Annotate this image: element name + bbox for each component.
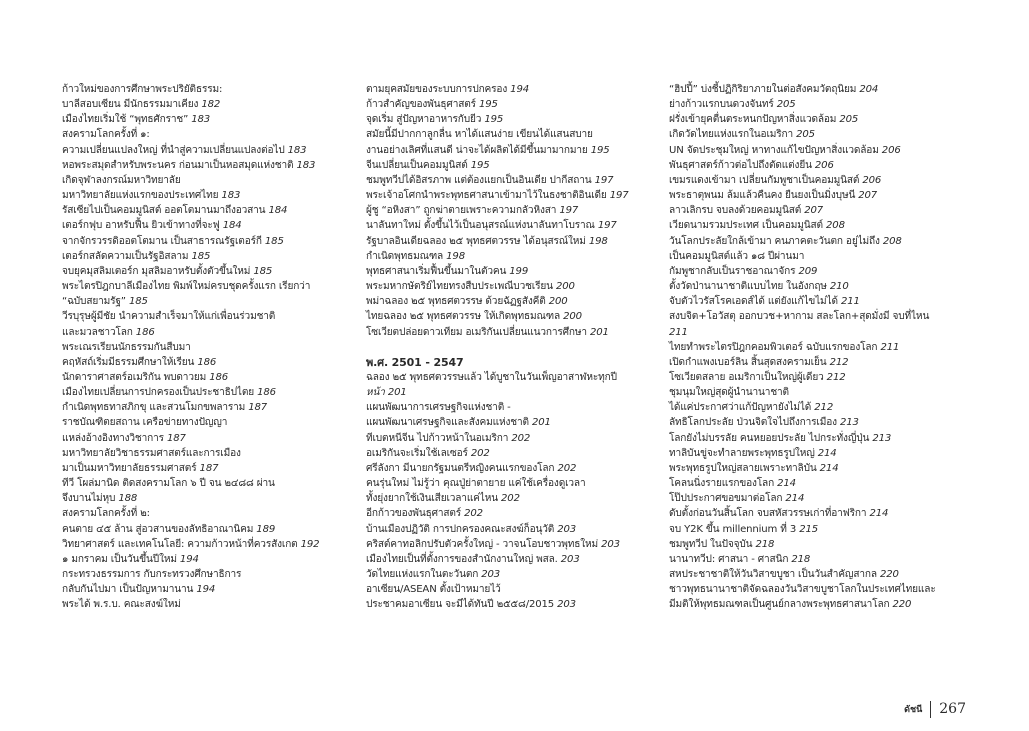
index-entry bbox=[62, 597, 356, 612]
index-entry bbox=[62, 340, 356, 355]
index-entry bbox=[366, 431, 657, 446]
index-page-number: 186 bbox=[209, 371, 229, 383]
index-entry-text: นานาทวีป: ศาสนา - ศาสนิก bbox=[669, 553, 789, 565]
index-entry bbox=[366, 294, 657, 309]
index-page-number: 197 bbox=[609, 190, 629, 202]
index-entry bbox=[62, 112, 356, 127]
index-entry-text: จุดเริ่ม สู่ปัญหาอาหารกับยีว bbox=[366, 114, 482, 126]
index-page-number: 214 bbox=[869, 508, 889, 520]
index-page-number: 183 bbox=[191, 114, 211, 126]
index-entry bbox=[62, 158, 356, 173]
index-entry bbox=[669, 127, 969, 142]
index-entry bbox=[62, 234, 356, 249]
index-entry bbox=[62, 188, 356, 203]
index-entry-text: อเมริกันจะเริ่มใช้เลเซอร์ bbox=[366, 447, 468, 459]
index-entry-text: เกิดวัดไทยแห่งแรกในอเมริกา bbox=[669, 129, 794, 141]
index-page-number: 203 bbox=[601, 538, 620, 550]
index-entry-text: กัมพูชากลับเป็นราชอาณาจักร bbox=[669, 265, 796, 277]
index-entry bbox=[366, 537, 657, 552]
index-page-number: 202 bbox=[470, 447, 490, 459]
index-entry bbox=[366, 97, 657, 112]
index-entry bbox=[366, 370, 657, 385]
index-entry-text: อีกก้าวของพันธุศาสตร์ bbox=[366, 508, 462, 520]
index-page-number: 205 bbox=[796, 129, 815, 141]
index-page-number: 207 bbox=[858, 190, 878, 202]
index-entry-text: จบยุคมุสลิมเตอร์ก มุสลิมอาหรับตั้งตัวขึ้นใหม่ bbox=[62, 265, 251, 277]
index-entry-text: ก้าวใหม่ของการศึกษาพระปริยัติธรรม: bbox=[62, 84, 223, 95]
index-entry-text: เป็นคอมมูนิสต์แล้ว ๑๘ ปีผ่านมา bbox=[669, 250, 805, 262]
index-entry bbox=[62, 279, 356, 294]
index-page-number: 187 bbox=[199, 462, 219, 474]
index-entry-text: สงครามโลกครั้งที่ ๑: bbox=[62, 129, 150, 141]
index-entry bbox=[366, 203, 657, 218]
index-entry bbox=[366, 522, 657, 537]
index-column-1 bbox=[62, 82, 356, 612]
index-entry bbox=[669, 264, 969, 279]
index-entry-text: พระไตรปิฎกบาลีเมืองไทย พิมพ์ใหม่ครบชุดครั้งแรก เรียกว่า bbox=[62, 281, 311, 293]
index-entry bbox=[669, 415, 969, 430]
index-page-number: 205 bbox=[776, 99, 796, 111]
index-entry-text: บ้านเมืองปฏิวัติ การปกครองคณะสงฆ์ก็อนุวัติ bbox=[366, 523, 555, 535]
index-page-number: 203 bbox=[557, 599, 576, 611]
index-entry bbox=[669, 431, 969, 446]
index-entry-text: จบ Y2K ขึ้น millennium ที่ 3 bbox=[669, 523, 797, 535]
index-page-number: 192 bbox=[300, 538, 320, 550]
index-column-2-part-2 bbox=[366, 370, 657, 613]
index-entry bbox=[62, 294, 356, 309]
index-entry bbox=[669, 522, 969, 537]
index-entry bbox=[366, 567, 657, 582]
index-page-number: 211 bbox=[840, 296, 860, 308]
index-entry-text: โซเวียตสลาย อเมริกาเป็นใหญ่ผู้เดียว bbox=[669, 371, 824, 383]
index-entry-text: ตั้งวัดป่านานาชาติแบบไทย ในอังกฤษ bbox=[669, 281, 827, 293]
index-entry bbox=[669, 552, 969, 567]
index-column-3 bbox=[669, 82, 969, 612]
index-entry bbox=[62, 537, 356, 552]
index-entry bbox=[669, 597, 969, 612]
index-entry-text: โคลนนิ่งรายแรกของโลก bbox=[669, 478, 775, 490]
footer-divider bbox=[930, 701, 931, 718]
index-entry bbox=[669, 537, 969, 552]
index-entry-text: ลัทธิโลกประลัย ป่วนจิตใจไปถึงการเมือง bbox=[669, 417, 837, 429]
index-entry-text: และมวลชาวโลก bbox=[62, 326, 133, 338]
index-entry-text: วีรบุรุษผู้มีชัย นำความสำเร็จมาให้แก่เพื่อนร่วมชาติ bbox=[62, 311, 276, 323]
index-entry bbox=[669, 143, 969, 158]
index-entry bbox=[669, 446, 969, 461]
index-entry bbox=[669, 188, 969, 203]
index-page-number: 186 bbox=[257, 387, 276, 399]
index-page-number: 214 bbox=[785, 493, 805, 505]
index-entry bbox=[669, 582, 969, 597]
index-entry-text: คนตาย ๔๕ ล้าน สู่อวสานของลัทธิอาณานิคม bbox=[62, 523, 254, 535]
index-entry bbox=[366, 127, 657, 142]
index-page-number: 197 bbox=[594, 174, 614, 186]
index-entry bbox=[669, 82, 969, 97]
index-entry-text: ทาลิบันขู่จะทำลายพระพุทธรูปใหญ่ bbox=[669, 447, 815, 459]
index-page-number: 200 bbox=[548, 296, 568, 308]
index-entry-text: เมืองไทยเริ่มใช้ “พุทธศักราช” bbox=[62, 114, 189, 126]
index-entry-text: ทีวี โผล่มานิด ติดสงครามโลก ๖ ปี จน ๒๔๘๘ ผ่าน bbox=[62, 478, 275, 490]
index-entry bbox=[366, 112, 657, 127]
index-entry-text: นาลันทาใหม่ ตั้งขึ้นไว้เป็นอนุสรณ์แห่งนาลันทาโบราณ bbox=[366, 220, 595, 232]
index-entry-text: โซเวียตปล่อยดาวเทียม อเมริกันเปลี่ยนแนวการศึกษา bbox=[366, 326, 587, 338]
index-page-number: 185 bbox=[253, 265, 273, 277]
index-entry bbox=[669, 218, 969, 233]
index-page-number: 202 bbox=[464, 508, 483, 520]
index-entry-text: กำเนิดพุทธมณฑล bbox=[366, 250, 444, 262]
index-page-number: 206 bbox=[862, 174, 882, 186]
index-entry bbox=[62, 567, 356, 582]
index-entry bbox=[366, 188, 657, 203]
index-page-number: 214 bbox=[777, 478, 796, 490]
index-entry-text: พันธุศาสตร์ก้าวต่อไปถึงตัดแต่งยีน bbox=[669, 159, 812, 171]
index-entry-text: ดับตั้งก่อนวันสิ้นโลก จบสหัสวรรษเก่าที่อาฟริกา bbox=[669, 508, 867, 520]
index-page-number: 185 bbox=[191, 250, 211, 262]
index-entry bbox=[669, 203, 969, 218]
index-page-number: 202 bbox=[557, 462, 577, 474]
index-page-number: 203 bbox=[557, 523, 577, 535]
index-entry-text: เวียดนามรวมประเทศ เป็นคอมมูนิสต์ bbox=[669, 220, 823, 232]
index-entry-text: ศรีลังกา มีนายกรัฐมนตรีหญิงคนแรกของโลก bbox=[366, 462, 555, 474]
index-page-number: 202 bbox=[511, 432, 531, 444]
index-entry bbox=[669, 385, 969, 400]
index-entry bbox=[366, 264, 657, 279]
index-entry-text: “ฉบับสยามรัฐ” bbox=[62, 296, 126, 308]
index-entry-text: สงบจิต+โอวัสตุ ออกบวช+หากาม สละโลก+สุดมั่งมี จบที่ไหน bbox=[669, 311, 930, 323]
index-entry bbox=[366, 582, 657, 597]
index-entry bbox=[669, 309, 969, 324]
index-page-number: 206 bbox=[881, 144, 901, 156]
index-entry-text: ทั้งยุ่งยากใช้เงินเสียเวลาแค่ไหน bbox=[366, 493, 498, 505]
index-entry-text: ฉลอง ๒๕ พุทธศตวรรษแล้ว ได้บูชาในวันเพ็ญอาสาฬหะทุกปี bbox=[366, 371, 617, 383]
index-entry-text: วิทยาศาสตร์ และเทคโนโลยี: ความก้าวหน้าที่ควรสังเกต bbox=[62, 538, 298, 550]
index-entry bbox=[366, 218, 657, 233]
index-entry bbox=[366, 491, 657, 506]
index-entry-text: เปิดกำแพงเบอร์ลิน สิ้นสุดสงครามเย็น bbox=[669, 356, 827, 368]
index-entry-text: แหล่งอ้างอิงทางวิชาการ bbox=[62, 432, 164, 444]
index-entry-text: ฝรั่งเข้ายุคตื่นตระหนกปัญหาสิ่งแวดล้อม bbox=[669, 114, 837, 126]
index-page-number: 203 bbox=[481, 568, 501, 580]
index-entry-text: ความเปลี่ยนแปลงใหญ่ ที่นำสู่ความเปลี่ยนแปลงต่อไป bbox=[62, 144, 285, 156]
index-entry-text: พม่าฉลอง ๒๕ พุทธศตวรรษ ด้วยฉัฏฐสังคีติ bbox=[366, 296, 546, 308]
index-entry bbox=[62, 446, 356, 461]
page-number: 267 bbox=[939, 701, 966, 717]
index-entry-text: จากจักรวรรดิออตโตมาน เป็นสาธารณรัฐเตอร์กี bbox=[62, 235, 262, 247]
index-entry bbox=[62, 582, 356, 597]
index-entry-text: กำเนิดพุทธทาสภิกขุ และสวนโมกขพลาราม bbox=[62, 402, 246, 414]
index-entry-text: “ฮิปปี้” บ่งชี้ปฏิกิริยาภายในต่อสังคมวัตถุนิยม bbox=[669, 84, 857, 95]
index-entry-text: ประชาคมอาเซียน จะมีได้ทันปี ๒๕๕๘/2015 bbox=[366, 599, 555, 611]
index-page-number: 215 bbox=[799, 523, 819, 535]
index-entry bbox=[669, 158, 969, 173]
index-entry-text: กระทรวงธรรมการ กับกระทรวงศึกษาธิการ bbox=[62, 569, 242, 580]
index-entry-text: จึงบานไม่หุบ bbox=[62, 493, 116, 505]
index-page-number: 212 bbox=[814, 402, 834, 414]
index-entry-text: พระมหากษัตริย์ไทยทรงสืบประเพณีบวชเรียน bbox=[366, 281, 553, 293]
index-entry bbox=[366, 234, 657, 249]
index-entry-text: มีมติให้พุทธมณฑลเป็นศูนย์กลางพระพุทธศาสนาโลก bbox=[669, 599, 890, 611]
index-entry-text: สงครามโลกครั้งที่ ๒: bbox=[62, 508, 150, 520]
index-entry-text: นักดาราศาสตร์อเมริกัน พบดาวยม bbox=[62, 371, 207, 383]
index-entry-text: กลับกันไปมา เป็นปัญหามานาน bbox=[62, 584, 194, 596]
index-entry-text: หอพระสมุดสำหรับพระนคร ก่อนมาเป็นหอสมุดแห่งชาติ bbox=[62, 159, 294, 171]
index-entry bbox=[366, 309, 657, 324]
index-entry-text: ย่างก้าวแรกบนดวงจันทร์ bbox=[669, 99, 774, 111]
index-entry-text: คฤหัสถ์เริ่มมีธรรมศึกษาให้เรียน bbox=[62, 356, 195, 368]
index-entry bbox=[62, 309, 356, 324]
index-entry bbox=[669, 476, 969, 491]
index-page-number: 195 bbox=[470, 159, 490, 171]
index-page-number: 208 bbox=[826, 220, 845, 232]
index-entry-text: เกิดจุฬาลงกรณ์มหาวิทยาลัย bbox=[62, 174, 181, 186]
index-entry bbox=[62, 203, 356, 218]
index-page-number: 202 bbox=[501, 493, 520, 505]
index-entry-text: เตอร์กฟุบ อาหรับฟื้น ยิวเข้าทางที่จะฟู bbox=[62, 220, 220, 232]
index-page-number: 208 bbox=[882, 235, 902, 247]
index-entry-text: เมืองไทยเป็นที่ตั้งการของสำนักงานใหญ่ พสล. bbox=[366, 553, 558, 565]
index-entry bbox=[669, 491, 969, 506]
index-page-number: 188 bbox=[118, 493, 138, 505]
index-entry-text: ราชบัณฑิตยสถาน เครือข่ายทางปัญญา bbox=[62, 417, 228, 429]
index-page-number: 201 bbox=[589, 326, 609, 338]
index-entry-text: พระเจ้าอโศกนำพระพุทธศาสนาเข้ามาไว้ในธงชาติอินเดีย bbox=[366, 190, 607, 202]
index-entry-text: ไทยฉลอง ๒๕ พุทธศตวรรษ ให้เกิดพุทธมณฑล bbox=[366, 311, 561, 323]
index-page-number: 195 bbox=[590, 144, 610, 156]
index-entry-text: สมัยนี้มีปากกาลูกลื่น หาได้แสนง่าย เขียนได้แสนสบาย bbox=[366, 129, 593, 141]
index-page-number: 214 bbox=[819, 462, 839, 474]
index-entry bbox=[366, 158, 657, 173]
index-page-number: 194 bbox=[196, 584, 216, 596]
section-heading: พ.ศ. 2501 - 2547 bbox=[366, 355, 464, 369]
index-entry bbox=[366, 143, 657, 158]
index-entry-text: มาเป็นมหาวิทยาลัยธรรมศาสตร์ bbox=[62, 462, 197, 474]
index-page-number: 211 bbox=[880, 341, 900, 353]
index-page-number: 210 bbox=[829, 281, 849, 293]
index-entry-text: เตอร์กสลัดความเป็นรัฐอิสลาม bbox=[62, 250, 189, 262]
index-entry bbox=[366, 446, 657, 461]
index-entry-text: โลกยังไม่บรรลัย คนหยอยประลัย ไปกระทั่งญี่ปุ่น bbox=[669, 432, 870, 444]
index-entry bbox=[62, 264, 356, 279]
index-entry bbox=[669, 567, 969, 582]
index-page-number: 189 bbox=[256, 523, 276, 535]
index-entry-text: ได้แค่ประกาศว่าแก้ปัญหายังไม่ได้ bbox=[669, 402, 812, 414]
index-entry bbox=[669, 234, 969, 249]
index-entry bbox=[62, 400, 356, 415]
index-entry-text: ทีเบตหนีจีน ไปก้าวหน้าในอเมริกา bbox=[366, 432, 509, 444]
index-entry-text: ชาวพุทธนานาชาติจัดฉลองวันวิสาขบูชาโลกในประเทศไทยและ bbox=[669, 584, 936, 596]
index-entry-text: เมืองไทยเปลี่ยนการปกครองเป็นประชาธิปไตย bbox=[62, 387, 255, 399]
index-entry-text: มหาวิทยาลัยแห่งแรกของประเทศไทย bbox=[62, 190, 219, 202]
index-entry bbox=[669, 112, 969, 127]
index-entry bbox=[669, 370, 969, 385]
index-entry bbox=[62, 461, 356, 476]
index-page-number: 209 bbox=[798, 265, 818, 277]
index-entry bbox=[62, 82, 356, 97]
index-page-number: 185 bbox=[264, 235, 284, 247]
index-entry-text: มหาวิทยาลัยวิชาธรรมศาสตร์และการเมือง bbox=[62, 447, 241, 459]
index-entry bbox=[669, 461, 969, 476]
index-entry-text: งานอย่างเลิศที่แสนดี น่าจะได้ผลิตได้มีขึ้นมามากมาย bbox=[366, 144, 588, 156]
index-entry-text: จับตัวไวรัสโรคเอดส์ได้ แต่ยังแก้ไขไม่ได้ bbox=[669, 296, 838, 308]
index-entry bbox=[62, 218, 356, 233]
index-entry bbox=[62, 249, 356, 264]
index-page-number: 195 bbox=[478, 99, 498, 111]
index-page-number: 218 bbox=[791, 553, 811, 565]
index-entry-text: ไทยทำพระไตรปิฎกคอมพิวเตอร์ ฉบับแรกของโลก bbox=[669, 341, 878, 353]
footer-label: ดัชนี bbox=[904, 705, 923, 715]
index-column-2 bbox=[366, 82, 657, 612]
index-page-number: 195 bbox=[484, 114, 504, 126]
index-entry-text: UN จัดประชุมใหญ่ หาทางแก้ไขปัญหาสิ่งแวดล้อม bbox=[669, 144, 879, 156]
index-entry bbox=[366, 82, 657, 97]
index-entry bbox=[366, 461, 657, 476]
index-page-number: 184 bbox=[268, 205, 288, 217]
index-entry-text: รัสเซียไปเป็นคอมมูนิสต์ ออตโตมานมาถึงอวสาน bbox=[62, 205, 266, 217]
index-entry bbox=[62, 431, 356, 446]
index-entry bbox=[366, 415, 657, 430]
index-page-number: 220 bbox=[892, 599, 912, 611]
index-entry bbox=[62, 522, 356, 537]
index-entry-text: ผู้ชู “อหิงสา” ถูกฆ่าตายเพราะความกลัวหิงสา bbox=[366, 205, 557, 217]
index-entry-text: วัดไทยแห่งแรกในตะวันตก bbox=[366, 568, 479, 580]
index-entry-text: ชมพูทวีป ในปัจจุบัน bbox=[669, 538, 753, 550]
index-entry-text: ลาวเลิกรบ จบลงด้วยคอมมูนิสต์ bbox=[669, 205, 802, 217]
index-entry-text: ก้าวสำคัญของพันธุศาสตร์ bbox=[366, 99, 476, 111]
index-entry bbox=[366, 385, 657, 400]
index-page-number: 212 bbox=[826, 371, 846, 383]
index-entry-text: โป๊ปประกาศขอขมาต่อโลก bbox=[669, 493, 783, 505]
index-page-number: 218 bbox=[755, 538, 775, 550]
index-entry bbox=[669, 325, 969, 340]
index-entry-text: พุทธศาสนาเริ่มฟื้นขึ้นมาในตัวคน bbox=[366, 265, 507, 277]
index-entry-text: พระพุทธรูปใหญ่สลายเพราะทาลิบัน bbox=[669, 462, 817, 474]
index-page-number: 207 bbox=[804, 205, 824, 217]
page-footer bbox=[904, 700, 966, 718]
index-entry bbox=[669, 340, 969, 355]
index-entry-text: ชมพูทวีปได้อิสรภาพ แต่ต้องแยกเป็นอินเดีย ปากีสถาน bbox=[366, 174, 592, 186]
index-page-number: 185 bbox=[128, 296, 148, 308]
index-entry bbox=[366, 506, 657, 521]
index-entry bbox=[669, 355, 969, 370]
index-page-number: 186 bbox=[197, 356, 217, 368]
index-entry bbox=[669, 97, 969, 112]
index-page-number: 187 bbox=[166, 432, 186, 444]
index-entry bbox=[62, 370, 356, 385]
index-entry bbox=[366, 476, 657, 491]
index-page-number: 203 bbox=[560, 553, 580, 565]
index-entry-text: บาลีสอบเซียน มีนักธรรมมาเคียง bbox=[62, 99, 199, 111]
index-entry bbox=[366, 552, 657, 567]
index-page-number: 220 bbox=[879, 569, 899, 580]
index-entry-text: ชุมนุมใหญ่สุดผู้นำนานาชาติ bbox=[669, 387, 789, 399]
index-page-number: 206 bbox=[814, 159, 834, 171]
index-page-number: 213 bbox=[839, 417, 859, 429]
index-entry-text: หน้า 201 bbox=[366, 387, 407, 399]
index-page-number: 200 bbox=[555, 281, 575, 293]
index-entry-text: พระได้ พ.ร.บ. คณะสงฆ์ใหม่ bbox=[62, 599, 181, 611]
index-page-number: 212 bbox=[829, 356, 849, 368]
index-entry bbox=[366, 249, 657, 264]
index-entry bbox=[669, 400, 969, 415]
index-page-number: 198 bbox=[446, 250, 465, 262]
index-page-number: 194 bbox=[179, 553, 199, 565]
index-entry-text: ๑ มกราคม เป็นวันขึ้นปีใหม่ bbox=[62, 553, 177, 565]
index-entry bbox=[62, 552, 356, 567]
index-page-number: 182 bbox=[201, 99, 221, 111]
index-entry-text: แผนพัฒนาการเศรษฐกิจแห่งชาติ - bbox=[366, 402, 511, 414]
index-page-number: 187 bbox=[248, 402, 268, 414]
index-entry-text: แผนพัฒนาเศรษฐกิจและสังคมแห่งชาติ bbox=[366, 417, 529, 429]
index-entry-text: อาเซียน/ASEAN ตั้งเป้าหมายไว้ bbox=[366, 584, 501, 596]
index-entry bbox=[366, 173, 657, 188]
index-page-number: 199 bbox=[509, 265, 529, 277]
index-page-number: 204 bbox=[859, 84, 879, 95]
index-entry bbox=[669, 279, 969, 294]
index-entry bbox=[669, 249, 969, 264]
index-page-number: 186 bbox=[135, 326, 155, 338]
index-page-number: 200 bbox=[563, 311, 582, 323]
index-entry bbox=[62, 476, 356, 491]
index-entry-text: รัฐบาลอินเดียฉลอง ๒๕ พุทธศตวรรษ ได้อนุสรณ์ใหม่ bbox=[366, 235, 586, 247]
index-entry bbox=[366, 400, 657, 415]
index-entry-text: ตามยุคสมัยของระบบการปกครอง bbox=[366, 84, 508, 95]
index-entry bbox=[62, 173, 356, 188]
index-page-number: 194 bbox=[510, 84, 529, 95]
index-entry bbox=[62, 355, 356, 370]
index-column-2-part-1 bbox=[366, 82, 657, 340]
index-entry bbox=[669, 294, 969, 309]
index-entry bbox=[62, 97, 356, 112]
index-entry bbox=[366, 279, 657, 294]
index-entry bbox=[366, 597, 657, 612]
index-entry-text: สหประชาชาติให้วันวิสาขบูชา เป็นวันสำคัญสากล bbox=[669, 569, 877, 580]
index-page-number: 214 bbox=[817, 447, 837, 459]
index-page-number: 201 bbox=[531, 417, 551, 429]
index-entry-text: คนรุ่นใหม่ ไม่รู้ว่า คุณปู่ย่าตายาย แค่ใช้เครื่องดูเวลา bbox=[366, 478, 586, 490]
index-page-number: 183 bbox=[221, 190, 241, 202]
index-page-number: 205 bbox=[839, 114, 859, 126]
index-entry-text: พระธาตุพนม ล้มแล้วคืนคง ยืนยงเป็นมิ่งบุษนี bbox=[669, 190, 856, 202]
index-entry bbox=[62, 325, 356, 340]
index-entry-text: พระเณรเรียนนักธรรมกันสืบมา bbox=[62, 341, 191, 353]
index-entry bbox=[669, 173, 969, 188]
index-entry bbox=[366, 325, 657, 340]
index-page-number: 197 bbox=[559, 205, 579, 217]
index-page-number: 183 bbox=[287, 144, 307, 156]
index-entry bbox=[62, 127, 356, 142]
index-entry bbox=[62, 506, 356, 521]
index-entry-text: วันโลกประลัยใกล้เข้ามา คนภาคตะวันตก อยู่ไม่ถึง bbox=[669, 235, 880, 247]
index-page-number: 197 bbox=[597, 220, 617, 232]
index-page-number: 198 bbox=[588, 235, 608, 247]
index-entry bbox=[62, 143, 356, 158]
section-gap bbox=[366, 340, 657, 355]
index-page-number: 184 bbox=[222, 220, 242, 232]
index-page-number: 183 bbox=[296, 159, 316, 171]
index-page-number: 213 bbox=[872, 432, 892, 444]
index-entry-text: คริสต์คาทอลิกปรับตัวครั้งใหญ่ - วาจนโอบชาวพุทธใหม่ bbox=[366, 538, 599, 550]
index-entry bbox=[62, 385, 356, 400]
index-entry-text: จีนเปลี่ยนเป็นคอมมูนิสต์ bbox=[366, 159, 468, 171]
index-entry-text: 211 bbox=[669, 326, 688, 338]
index-entry bbox=[669, 506, 969, 521]
index-entry-text: เขมรแดงเข้ามา เปลี่ยนกัมพูชาเป็นคอมมูนิสต์ bbox=[669, 174, 860, 186]
index-entry bbox=[62, 415, 356, 430]
index-entry bbox=[62, 491, 356, 506]
